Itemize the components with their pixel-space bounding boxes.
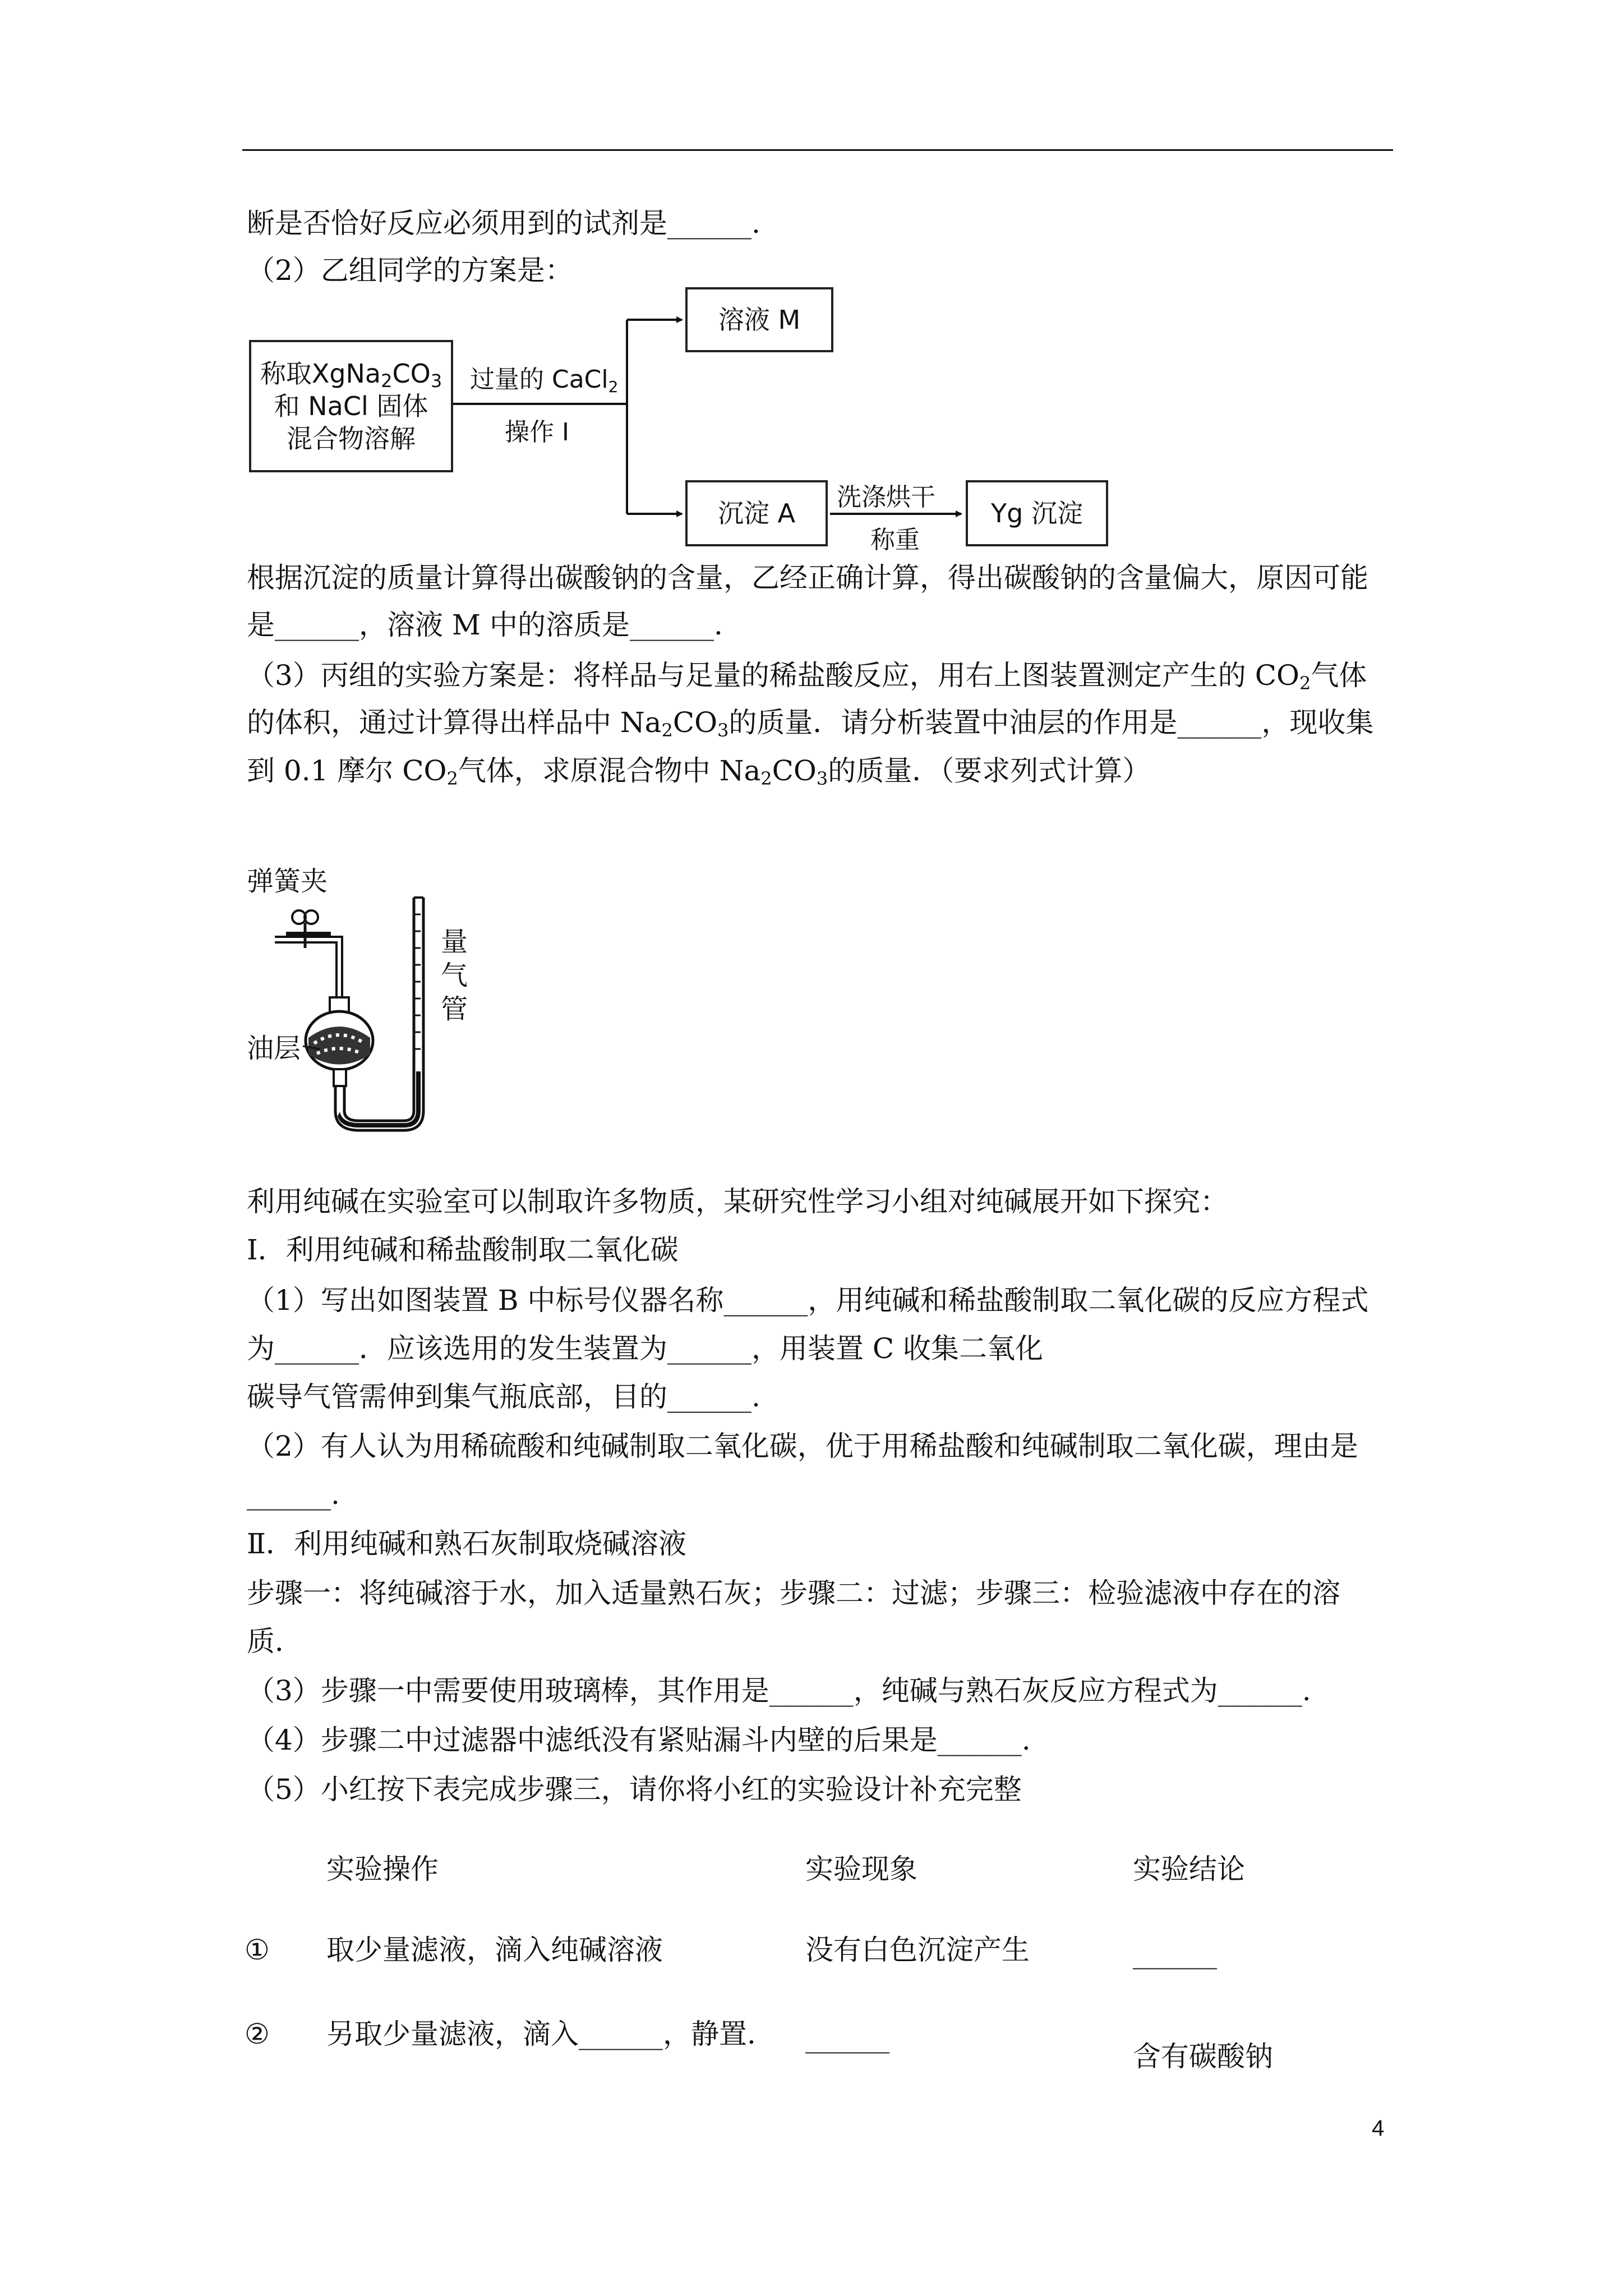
flow-start-box: 称取$XgNa_2CO_3$ 和 NaCl 固体 混合物溶解 — [249, 340, 453, 472]
text-line: 是______，溶液 M 中的溶质是______. — [247, 609, 723, 641]
table-cell: 没有白色沉淀产生 — [805, 1934, 1030, 1966]
text-line: 根据沉淀的质量计算得出碳酸钠的含量，乙经正确计算，得出碳酸钠的含量偏大，原因可能 — [247, 562, 1368, 594]
text-line: （5）小红按下表完成步骤三，请你将小红的实验设计补充完整 — [247, 1773, 1022, 1806]
text-line: 到 0.1 摩尔 $CO_2$气体，求原混合物中 $Na_2CO_3$的质量．（要求列式计算） — [247, 754, 1151, 789]
page-number: 4 — [1372, 2116, 1385, 2141]
oil-layer-label: 油层 — [247, 1033, 301, 1064]
table-header: 实验现象 — [805, 1853, 917, 1885]
table-row-number: ① — [245, 1934, 270, 1966]
text-line: 为______．应该选用的发生装置为______，用装置 C 收集二氧化 — [247, 1332, 1044, 1365]
table-cell: 含有碳酸钠 — [1133, 2040, 1273, 2073]
table-cell: ______ — [1133, 1937, 1217, 1970]
text-line: 碳导气管需伸到集气瓶底部，目的______. — [247, 1381, 760, 1413]
text-line: ______. — [247, 1478, 340, 1511]
text-line: （3）步骤一中需要使用玻璃棒，其作用是______，纯碱与熟石灰反应方程式为______. — [247, 1674, 1311, 1707]
weigh-label: 称重 — [870, 526, 920, 554]
tube-label-3: 管 — [441, 993, 468, 1025]
operation-label: 操作 I — [505, 418, 569, 447]
text-line: 步骤一：将纯碱溶于水，加入适量熟石灰；步骤二：过滤；步骤三：检验滤液中存在的溶 — [247, 1577, 1340, 1609]
flowchart-connectors — [0, 0, 1623, 561]
spring-clip-label: 弹簧夹 — [247, 866, 328, 897]
table-header: 实验结论 — [1133, 1853, 1245, 1885]
tube-label-2: 气 — [441, 960, 468, 991]
text-line: 质． — [247, 1625, 303, 1658]
text-line: 利用纯碱在实验室可以制取许多物质，某研究性学习小组对纯碱展开如下探究： — [247, 1185, 1228, 1218]
tube-label-1: 量 — [441, 926, 468, 958]
text-line: （1）写出如图装置 B 中标号仪器名称______，用纯碱和稀盐酸制取二氧化碳的反应方程式 — [247, 1284, 1369, 1317]
section-heading: Ⅱ．利用纯碱和熟石灰制取烧碱溶液 — [247, 1527, 686, 1560]
solution-m-box: 溶液 M — [685, 287, 833, 352]
table-cell: ______ — [805, 2021, 889, 2054]
text-line: （4）步骤二中过滤器中滤纸没有紧贴漏斗内壁的后果是______. — [247, 1724, 1031, 1756]
wash-dry-label: 洗涤烘干 — [837, 483, 935, 512]
reagent-label: 过量的 CaCl$_2$ — [470, 365, 619, 396]
text-line: （2）有人认为用稀硫酸和纯碱制取二氧化碳，优于用稀盐酸和纯碱制取二氧化碳，理由是 — [247, 1430, 1358, 1462]
result-box: Yg 沉淀 — [966, 480, 1108, 546]
table-cell: 取少量滤液，滴入纯碱溶液 — [326, 1934, 663, 1966]
table-cell: 另取少量滤液，滴入______，静置. — [326, 2018, 756, 2050]
text-line: 断是否恰好反应必须用到的试剂是______. — [247, 207, 760, 240]
table-row-number: ② — [245, 2018, 270, 2050]
precipitate-a-box: 沉淀 A — [685, 480, 828, 546]
table-header: 实验操作 — [326, 1853, 439, 1885]
text-line: （2）乙组同学的方案是： — [247, 254, 573, 287]
text-line: 的体积，通过计算得出样品中 $Na_2CO_3$的质量．请分析装置中油层的作用是______，现收集 — [247, 706, 1374, 741]
text-line: （3）丙组的实验方案是：将样品与足量的稀盐酸反应，用右上图装置测定产生的 $CO_2$气体 — [247, 659, 1367, 694]
section-heading: Ⅰ．利用纯碱和稀盐酸制取二氧化碳 — [247, 1234, 679, 1266]
